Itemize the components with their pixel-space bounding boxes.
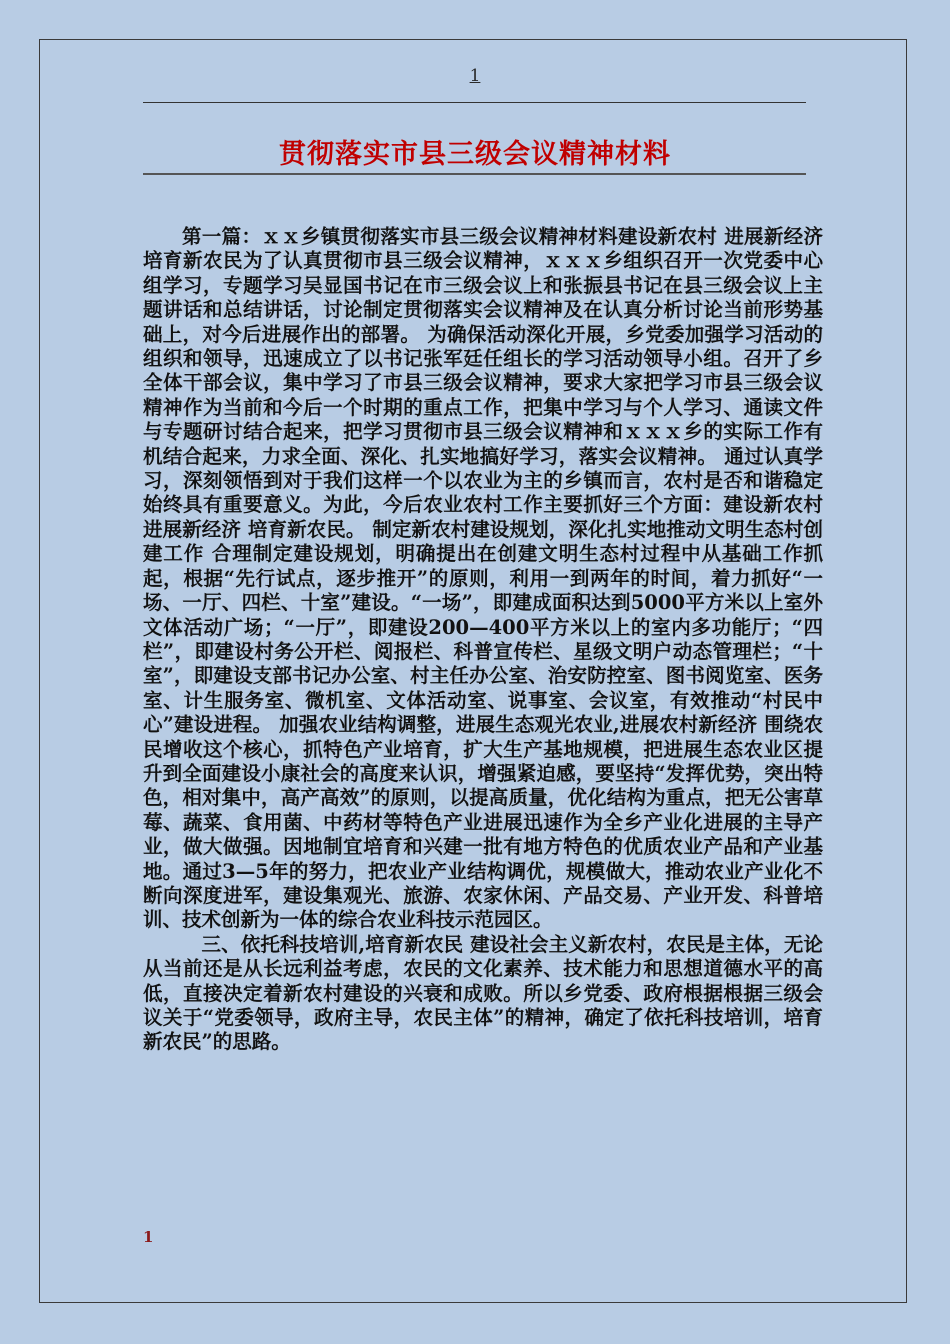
header-divider: [143, 102, 806, 103]
footer-page-number: 1: [143, 1228, 154, 1246]
body-paragraph-1: 第一篇：ｘｘ乡镇贯彻落实市县三级会议精神材料建设新农村 进展新经济 培育新农民为了认真贯彻市县三级会议精神，ｘｘｘ乡组织召开一次党委中心组学习，专题学习吴显国书记在市三级会议上和张振县书记在县三级会议上主题讲话和总结讲话，讨论制定贯彻落实会议精神及在认真分析讨论当前形势基础上，对今后进展作出的部署。 为确保活动深化开展，乡党委加强学习活动的组织和领导，迅速成立了以书记张军廷任组长的学习活动领导小组。召开了乡全体干部会议，集中学习了市县三级会议精神，要求大家把学习市县三级会议精神作为当前和今后一个时期的重点工作，把集中学习与个人学习、通读文件与专题研讨结合起来，把学习贯彻市县三级会议精神和ｘｘｘ乡的实际工作有机结合起来，力求全面、深化、扎实地搞好学习，落实会议精神。 通过认真学习，深刻领悟到对于我们这样一个以农业为主的乡镇而言，农村是否和谐稳定始终具有重要意义。为此，今后农业农村工作主要抓好三个方面：建设新农村 进展新经济 培育新农民。 制定新农村建设规划，深化扎实地推动文明生态村创建工作 合理制定建设规划，明确提出在创建文明生态村过程中从基础工作抓起，根据“先行试点，逐步推开”的原则，利用一到两年的时间，着力抓好“一场、一厅、四栏、十室”建设。“一场”，即建成面积达到5000平方米以上室外文体活动广场；“一厅”，即建设200—400平方米以上的室内多功能厅；“四栏”，即建设村务公开栏、阅报栏、科普宣传栏、星级文明户动态管理栏；“十室”，即建设支部书记办公室、村主任办公室、治安防控室、图书阅览室、医务室、计生服务室、微机室、文体活动室、说事室、会议室，有效推动“村民中心”建设进程。 加强农业结构调整，进展生态观光农业,进展农村新经济 围绕农民增收这个核心，抓特色产业培育，扩大生产基地规模，把进展生态农业区提升到全面建设小康社会的高度来认识，增强紧迫感，要坚持“发挥优势，突出特色，相对集中，高产高效”的原则，以提高质量，优化结构为重点，把无公害草莓、蔬菜、食用菌、中药材等特色产业进展迅速作为全乡产业化进展的主导产业，做大做强。因地制宜培育和兴建一批有地方特色的优质农业产品和产业基地。通过3—5年的努力，把农业产业结构调优，规模做大，推动农业产业化不断向深度进军，建设集观光、旅游、农家休闲、产品交易、产业开发、科普培训、技术创新为一体的综合农业科技示范园区。: [143, 225, 823, 932]
document-title: 贯彻落实市县三级会议精神材料: [279, 139, 671, 170]
body-paragraph-2: 三、依托科技培训,培育新农民 建设社会主义新农村，农民是主体，无论从当前还是从长远利益考虑，农民的文化素养、技术能力和思想道德水平的高低，直接决定着新农村建设的兴衰和成败。所以乡党委、政府根据根据三级会议关于“党委领导，政府主导，农民主体”的精神，确定了依托科技培训，培育新农民”的思路。: [143, 932, 823, 1054]
document-body: [143, 225, 823, 1055]
title-divider: [143, 173, 806, 175]
header-page-number: 1: [469, 66, 481, 86]
